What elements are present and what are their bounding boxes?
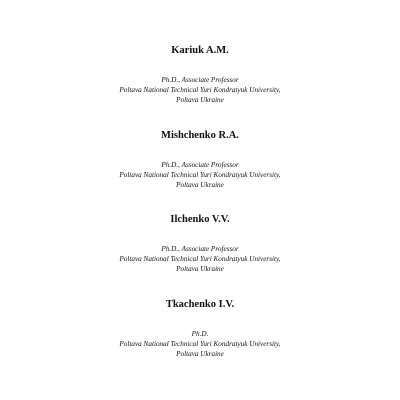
author-degree: Ph.D., Associate Professor: [161, 245, 239, 253]
author-location: Poltava Ukraine: [176, 265, 224, 273]
author-name: Tkachenko I.V.: [165, 299, 235, 310]
author-name: Ilchenko V.V.: [170, 214, 230, 225]
author-block: [0, 130, 400, 190]
author-block: [0, 214, 400, 274]
author-location: Poltava Ukraine: [176, 96, 224, 104]
author-location: Poltava Ukraine: [176, 350, 224, 358]
author-institution: Poltava National Technical Yuri Kondratyuk University,: [119, 171, 281, 179]
author-institution: Poltava National Technical Yuri Kondratyuk University,: [119, 255, 281, 263]
author-location: Poltava Ukraine: [176, 181, 224, 189]
author-institution: Poltava National Technical Yuri Kondratyuk University,: [119, 340, 281, 348]
author-degree: Ph.D.: [191, 330, 209, 338]
author-name: Kariuk A.M.: [171, 45, 229, 56]
author-affiliation: [0, 160, 400, 190]
author-affiliation: [0, 244, 400, 274]
author-affiliation: [0, 75, 400, 105]
author-block: [0, 45, 400, 105]
author-degree: Ph.D., Associate Professor: [161, 161, 239, 169]
author-name: Mishchenko R.A.: [161, 130, 239, 141]
author-affiliation: [0, 329, 400, 359]
author-institution: Poltava National Technical Yuri Kondratyuk University,: [119, 86, 281, 94]
author-degree: Ph.D., Associate Professor: [161, 76, 239, 84]
author-block: [0, 299, 400, 359]
